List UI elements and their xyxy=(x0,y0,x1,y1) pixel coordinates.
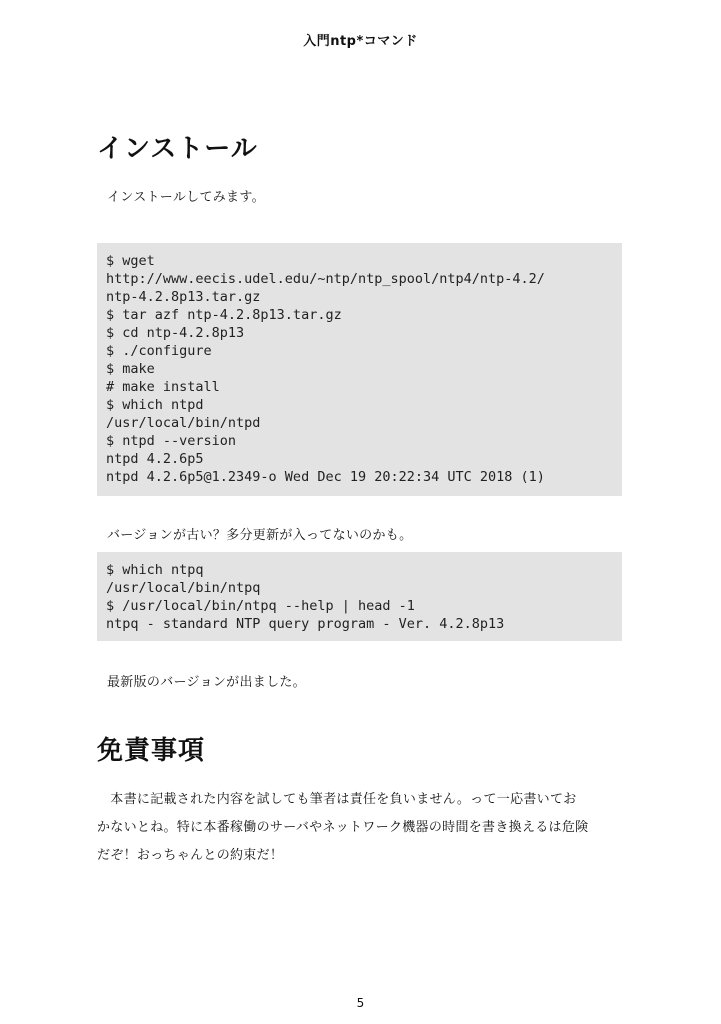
code-line: $ ntpd --version xyxy=(106,433,237,449)
code-line: $ cd ntp-4.2.8p13 xyxy=(106,325,245,341)
running-header: 入門ntp*コマンド xyxy=(303,34,418,49)
code-line: $ tar azf ntp-4.2.8p13.tar.gz xyxy=(106,307,342,323)
code-line: # make install xyxy=(106,379,220,395)
code-line: /usr/local/bin/ntpq xyxy=(106,580,261,596)
code-line: /usr/local/bin/ntpd xyxy=(106,415,261,431)
disclaimer-paragraph xyxy=(97,786,622,870)
page-number: 5 xyxy=(356,996,365,1010)
ntpq-code-block xyxy=(97,552,622,641)
install-heading: インストール xyxy=(97,134,258,164)
code-line: ntp-4.2.8p13.tar.gz xyxy=(106,289,261,305)
code-line: $ which ntpd xyxy=(106,397,204,413)
code-line: $ wget xyxy=(106,253,155,269)
code-line: ntpd 4.2.6p5 xyxy=(106,451,204,467)
code-line: http://www.eecis.udel.edu/~ntp/ntp_spool/ntp4/ntp-4.2/ xyxy=(106,271,545,287)
disclaimer-heading: 免責事項 xyxy=(97,736,206,766)
disclaimer-line: 本書に記載された内容を試しても筆者は責任を負いません。って一応書いてお xyxy=(97,792,577,807)
code-line: $ ./configure xyxy=(106,343,212,359)
code-line: ntpd 4.2.6p5@1.2349-o Wed Dec 19 20:22:34 UTC 2018 (1) xyxy=(106,469,545,485)
disclaimer-line: かないとね。特に本番稼働のサーバやネットワーク機器の時間を書き換えるは危険 xyxy=(97,820,589,835)
code-line: $ make xyxy=(106,361,155,377)
disclaimer-line: だぞ！おっちゃんとの約束だ！ xyxy=(97,848,284,863)
code-line: $ which ntpq xyxy=(106,562,204,578)
version-note: バージョンが古い？多分更新が入ってないのかも。 xyxy=(107,528,413,543)
result-note: 最新版のバージョンが出ました。 xyxy=(107,675,306,690)
code-line: ntpq - standard NTP query program - Ver. 4.2.8p13 xyxy=(106,616,505,632)
install-intro: インストールしてみます。 xyxy=(107,190,265,205)
code-line: $ /usr/local/bin/ntpq --help | head -1 xyxy=(106,598,415,614)
install-code-block xyxy=(97,243,622,496)
